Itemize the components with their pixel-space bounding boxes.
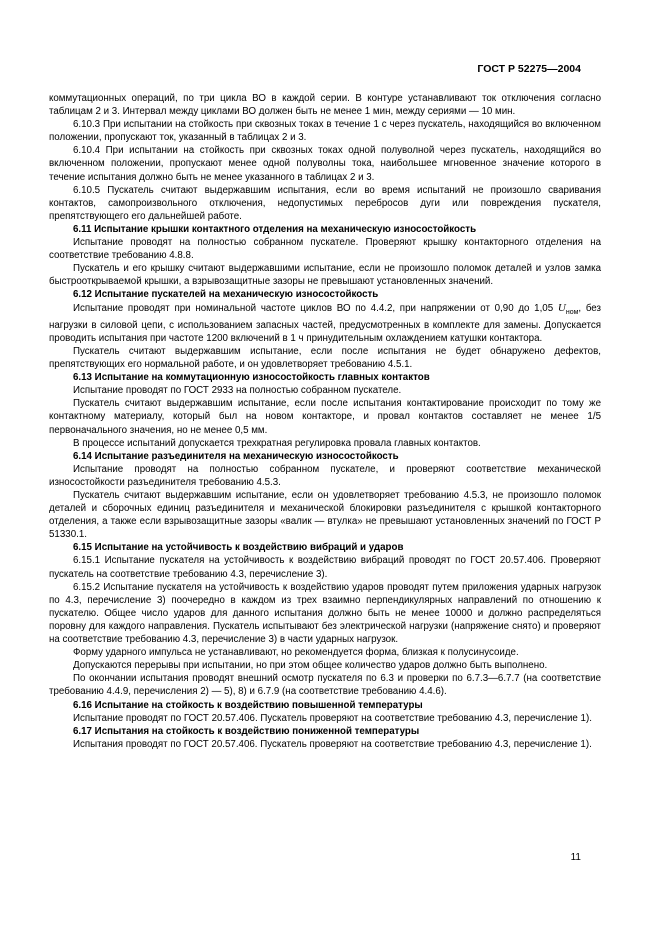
paragraph: Допускаются перерывы при испытании, но при этом общее количество ударов должно быть выполнено. [73,660,548,672]
paragraph: Испытание проводят на полностью собранном пускателе. Проверяют крышку контакторного отделения на соответствие требованию 4.8.8. [49,237,601,262]
paragraph: Испытание проводят по ГОСТ 20.57.406. Пускатель проверяют на соответствие требованию 4.3, перечисление 1). [73,712,592,724]
paragraph: Испытание проводят по ГОСТ 2933 на полностью собранном пускателе. [73,385,402,397]
paragraph: 6.15.2 Испытание пускателя на устойчивость к воздействию ударов проводят путем приложения ударных нагрузок по 4.3, перечисление 3) поочередно в каждом из трех взаимно перпендикулярных направлений по отношению к пускателю. Общее число ударов для данного испытания должно быть не менее 10000 и должно распределяться поровну для каждого направления. Пускатель испытывают без электрической нагрузки (напряжение снято) и проверяют на соответствие требованию 4.3, перечисление 3) в части ударных нагрузок. [49,581,601,646]
standard-header: ГОСТ Р 52275—2004 [477,63,581,75]
paragraph [49,302,601,345]
paragraph: Испытание проводят на полностью собранном пускателе, и проверяют соответствие механической износостойкости разъединителя требованию 4.5.3. [49,463,601,488]
section-heading: 6.16 Испытание на стойкость к воздействию повышенной температуры [73,699,423,711]
section-heading: 6.13 Испытание на коммутационную износостойкость главных контактов [73,372,430,384]
paragraph: коммутационных операций, по три цикла ВО в каждой серии. В контуре устанавливают ток отключения согласно таблицам 2 и 3. Интервал между циклами ВО должен быть не менее 1 мин, между сериями — 10 мин. [49,93,601,118]
paragraph: По окончании испытания проводят внешний осмотр пускателя по 6.3 и проверки по 6.7.3—6.7.7 (на соответствие требованию 4.4.9, перечисления 2) — 5), 8) и 6.7.9 (на соответствие требованию 4.4.6). [49,673,601,698]
section-heading: 6.17 Испытания на стойкость к воздействию пониженной температуры [73,725,420,737]
paragraph: Форму ударного импульса не устанавливают, но рекомендуется форма, близкая к полусинусоиде. [73,647,519,659]
section-heading: 6.11 Испытание крышки контактного отделения на механическую износостойкость [73,223,477,235]
section-heading: 6.15 Испытание на устойчивость к воздействию вибраций и ударов [73,542,404,554]
paragraph: Пускатель считают выдержавшим испытание, если после испытания контактирование происходит по тому же контактному материалу, который был на новом контакторе, и провал контактов составляет не менее 1/5 первоначального значения, но не менее 0,5 мм. [49,398,601,436]
paragraph-part: Испытание проводят при номинальной частоте циклов ВО по 4.4.2, при напряжении от 0,90 до 1,05 [73,302,554,314]
section-heading: 6.14 Испытание разъединителя на механическую износостойкость [73,450,399,462]
paragraph: 6.10.5 Пускатель считают выдержавшим испытания, если во время испытаний не произошло сваривания контактов, самопроизвольного отключения, недопустимых перебросов дуги или повреждения пускателя, препятствующего его дальнейшей работе. [49,184,601,222]
voltage-symbol: U [557,301,566,314]
paragraph: В процессе испытаний допускается трехкратная регулировка провала главных контактов. [73,437,481,449]
paragraph-part: , без нагрузки в силовой цепи, с использованием запасных частей, предусмотренных в комплекте для замены. Допускается проводить испытания при частоте 1200 включений в 1 ч принудительным охлаждением катушки контактора. [49,302,601,344]
paragraph: 6.10.4 При испытании на стойкость при сквозных токах одной полуволной через пускатель, находящийся во включенном положении, пропускают менее одной полуволны тока, наибольшее мгновенное значение которого в течение испытания должно быть не менее указанного в таблицах 2 и 3. [49,145,601,183]
body-text [49,92,601,751]
paragraph: Пускатель считают выдержавшим испытание, если он удовлетворяет требованию 4.5.3, не произошло поломок деталей и сборочных единиц разъединителя и механической блокировки разъединителя с крышкой контакторного отделения, а также если взрывозащитные зазоры «валик — втулка» не превышают установленных значений по ГОСТ Р 51330.1. [49,490,601,541]
page-number: 11 [570,852,581,863]
paragraph: Пускатель и его крышку считают выдержавшими испытание, если не произошло поломок деталей и узлов замка быстрооткрываемой крышки, а взрывозащитные зазоры не превышают установленных значений. [49,263,601,288]
paragraph: 6.15.1 Испытание пускателя на устойчивость к воздействию вибраций проводят по ГОСТ 20.57.406. Проверяют пускатель на соответствие требованию 4.3, перечисление 3). [49,555,601,580]
section-heading: 6.12 Испытание пускателей на механическую износостойкость [73,289,379,301]
voltage-subscript: ном [565,308,579,316]
paragraph: 6.10.3 При испытании на стойкость при сквозных токах в течение 1 с через пускатель, находящийся во включенном положении, пропускают ток, указанный в таблицах 2 и 3. [49,119,601,144]
rated-voltage-symbol [558,302,579,314]
paragraph: Пускатель считают выдержавшим испытание, если после испытания не будет обнаружено дефектов, препятствующих его нормальной работе, и он удовлетворяет требованию 4.5.1. [49,345,601,371]
paragraph: Испытания проводят по ГОСТ 20.57.406. Пускатель проверяют на соответствие требованию 4.3, перечисление 1). [73,738,592,750]
